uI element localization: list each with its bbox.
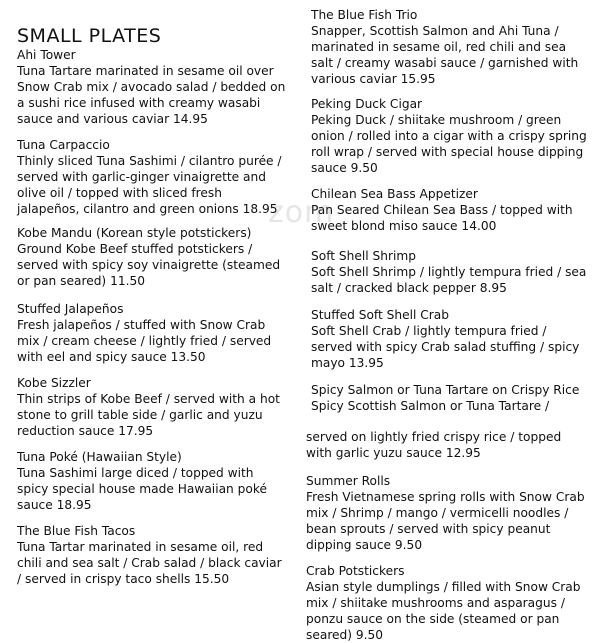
item-description: Spicy Scottish Salmon or Tuna Tartare / xyxy=(311,399,550,413)
menu-item-continued xyxy=(306,429,586,461)
item-description: Pan Seared Chilean Sea Bass / topped with sweet blond miso sauce 14.00 xyxy=(311,203,573,233)
item-description: Ground Kobe Beef stuffed potstickers / served with spicy soy vinaigrette (steamed or pan seared) 11.50 xyxy=(17,242,281,288)
item-name: Peking Duck Cigar xyxy=(311,97,423,111)
menu-item xyxy=(311,7,591,87)
menu-item xyxy=(311,248,591,296)
item-description: Tuna Tartar marinated in sesame oil, red chili and sea salt / Crab salad / black caviar / served in crispy taco shells 15.50 xyxy=(17,540,282,586)
item-name: The Blue Fish Tacos xyxy=(17,524,136,538)
menu-item xyxy=(17,47,287,127)
item-name: Chilean Sea Bass Appetizer xyxy=(311,187,478,201)
menu-item xyxy=(17,449,287,513)
menu-item xyxy=(17,523,287,587)
item-description: Fresh jalapeños / stuffed with Snow Crab mix / cream cheese / lightly fried / served with eel and spicy sauce 13.50 xyxy=(17,318,272,364)
item-name: Summer Rolls xyxy=(306,474,391,488)
item-description: Fresh Vietnamese spring rolls with Snow Crab mix / Shrimp / mango / vermicelli noodles / bean sprouts / served with spicy peanut dipping sauce 9.50 xyxy=(306,490,585,552)
menu-item xyxy=(17,301,287,365)
item-description: Soft Shell Crab / lightly tempura fried / served with spicy Crab salad stuffing / spicy mayo 13.95 xyxy=(311,324,580,370)
menu-item xyxy=(17,137,287,217)
menu-item xyxy=(311,96,591,176)
watermark: zom xyxy=(268,195,335,230)
section-heading: SMALL PLATES xyxy=(17,25,162,47)
item-description: Tuna Tartare marinated in sesame oil over Snow Crab mix / avocado salad / bedded on a sushi rice infused with creamy wasabi sauce and various caviar 14.95 xyxy=(17,64,286,126)
menu-item xyxy=(306,473,586,553)
menu-item xyxy=(311,307,591,371)
item-description: served on lightly fried crispy rice / topped with garlic yuzu sauce 12.95 xyxy=(306,430,562,460)
item-name: Tuna Poké (Hawaiian Style) xyxy=(17,450,182,464)
item-name: Stuffed Soft Shell Crab xyxy=(311,308,449,322)
item-name: Kobe Sizzler xyxy=(17,376,91,390)
item-description: Soft Shell Shrimp / lightly tempura fried / sea salt / cracked black pepper 8.95 xyxy=(311,265,587,295)
menu-item xyxy=(311,382,591,414)
item-description: Snapper, Scottish Salmon and Ahi Tuna / marinated in sesame oil, red chili and sea salt / creamy wasabi sauce / garnished with various caviar 15.95 xyxy=(311,24,579,86)
item-description: Thin strips of Kobe Beef / served with a hot stone to grill table side / garlic and yuzu reduction sauce 17.95 xyxy=(17,392,280,438)
menu-item xyxy=(311,186,591,234)
item-name: Stuffed Jalapeños xyxy=(17,302,124,316)
item-description: Tuna Sashimi large diced / topped with spicy special house made Hawaiian poké sauce 18.95 xyxy=(17,466,267,512)
item-name: Crab Potstickers xyxy=(306,564,405,578)
item-name: Kobe Mandu (Korean style potstickers) xyxy=(17,226,252,240)
item-description: Asian style dumplings / filled with Snow Crab mix / shiitake mushrooms and asparagus / ponzu sauce on the side (steamed or pan seared) 9.50 xyxy=(306,580,581,642)
menu-item xyxy=(17,375,287,439)
item-name: Soft Shell Shrimp xyxy=(311,249,416,263)
item-name: Spicy Salmon or Tuna Tartare on Crispy Rice xyxy=(311,383,580,397)
item-description: Peking Duck / shiitake mushroom / green onion / rolled into a cigar with a crispy spring roll wrap / served with special house dipping sauce 9.50 xyxy=(311,113,587,175)
item-name: Tuna Carpaccio xyxy=(17,138,110,152)
menu-item xyxy=(17,225,287,289)
menu-item xyxy=(306,563,586,643)
item-name: The Blue Fish Trio xyxy=(311,8,418,22)
item-description: Thinly sliced Tuna Sashimi / cilantro purée / served with garlic-ginger vinaigrette and olive oil / topped with sliced fresh jalapeños, cilantro and green onions 18.95 xyxy=(17,154,282,216)
item-name: Ahi Tower xyxy=(17,48,76,62)
